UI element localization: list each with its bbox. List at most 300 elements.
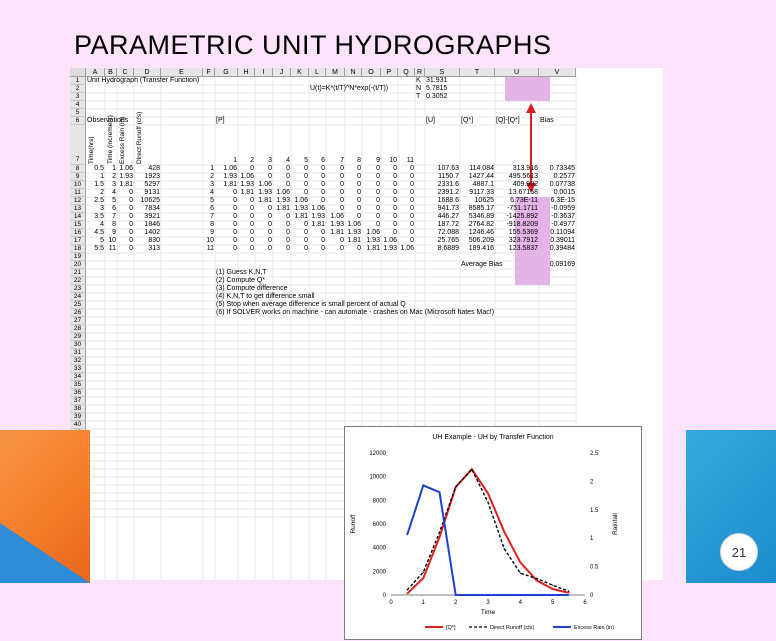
p-matrix-cell[interactable]: 0 <box>233 189 237 196</box>
result-cell[interactable]: -0.4977 <box>551 221 575 228</box>
column-header-s[interactable]: S <box>425 68 460 77</box>
result-cell[interactable]: 446.27 <box>437 213 459 220</box>
observation-cell[interactable]: 1402 <box>144 229 160 236</box>
result-cell[interactable]: 6.3E-15 <box>550 197 575 204</box>
p-matrix-cell[interactable]: 0 <box>286 181 290 188</box>
observation-cell[interactable]: 1 <box>100 173 104 180</box>
observation-cell[interactable]: 4.5 <box>94 229 104 236</box>
p-matrix-cell[interactable]: 0 <box>286 237 290 244</box>
p-matrix-cell[interactable]: 0 <box>340 189 344 196</box>
row-header-35[interactable]: 35 <box>70 381 86 389</box>
p-matrix-cell[interactable]: 0 <box>340 197 344 204</box>
result-cell[interactable]: 4887.1 <box>472 181 494 188</box>
row-header-2[interactable]: 2 <box>70 85 86 93</box>
instruction-step[interactable]: (4) K,N,T to get difference small <box>216 293 315 300</box>
p-matrix-cell[interactable]: 0 <box>410 229 414 236</box>
p-matrix-cell[interactable]: 0 <box>357 213 361 220</box>
result-cell[interactable]: 941.73 <box>437 205 459 212</box>
result-cell[interactable]: 2391.2 <box>437 189 459 196</box>
p-matrix-cell[interactable]: 1.06 <box>366 229 380 236</box>
p-matrix-cell[interactable]: 0 <box>250 237 254 244</box>
result-cell[interactable]: 323.7912 <box>508 237 538 244</box>
p-matrix-cell[interactable]: 0 <box>410 181 414 188</box>
instruction-step[interactable]: (5) Stop when average difference is small percent of actual Q <box>216 301 406 308</box>
row-header-3[interactable]: 3 <box>70 93 86 101</box>
row-header-29[interactable]: 29 <box>70 333 86 341</box>
p-column-number[interactable]: 11 <box>406 157 414 164</box>
p-matrix-cell[interactable]: 0 <box>410 197 414 204</box>
p-matrix-cell[interactable]: 1.81 <box>276 205 290 212</box>
column-header-v[interactable]: V <box>539 68 576 77</box>
param-name-cell[interactable]: K <box>416 77 421 84</box>
param-value-cell[interactable]: 31.931 <box>426 77 448 84</box>
row-header-18[interactable]: 18 <box>70 245 86 253</box>
p-matrix-cell[interactable]: 0 <box>376 213 380 220</box>
p-matrix-cell[interactable]: 0 <box>268 245 272 252</box>
column-header-f[interactable]: F <box>203 68 215 77</box>
p-matrix-cell[interactable]: 0 <box>250 213 254 220</box>
result-cell[interactable]: 0.0015 <box>553 189 575 196</box>
row-header-23[interactable]: 23 <box>70 285 86 293</box>
p-matrix-cell[interactable]: 0 <box>376 165 380 172</box>
average-bias-label[interactable]: Average Bias <box>461 261 503 268</box>
p-matrix-cell[interactable]: 0 <box>357 189 361 196</box>
instruction-step[interactable]: (6) If SOLVER works on machine - can automate - crashes on Mac (Microsoft hates Mac!) <box>216 309 495 316</box>
p-matrix-cell[interactable]: 0 <box>321 173 325 180</box>
p-matrix-cell[interactable]: 0 <box>321 181 325 188</box>
result-cell[interactable]: 25.765 <box>437 237 459 244</box>
p-matrix-cell[interactable]: 0 <box>393 205 397 212</box>
column-header-c[interactable]: C <box>117 68 134 77</box>
p-matrix-cell[interactable]: 0 <box>321 165 325 172</box>
p-matrix-cell[interactable]: 0 <box>410 173 414 180</box>
hydrograph-chart[interactable] <box>344 426 642 640</box>
p-matrix-cell[interactable]: 1.93 <box>294 205 308 212</box>
p-matrix-cell[interactable]: 1.06 <box>400 245 414 252</box>
column-header-i[interactable]: I <box>255 68 273 77</box>
observation-cell[interactable]: 9 <box>112 229 116 236</box>
p-column-number[interactable]: 1 <box>233 157 237 164</box>
p-matrix-cell[interactable]: 0 <box>393 221 397 228</box>
row-header-26[interactable]: 26 <box>70 309 86 317</box>
result-cell[interactable]: 0.73345 <box>549 165 575 172</box>
difference-label[interactable]: [Q]-[Q*] <box>496 117 520 124</box>
column-header-b[interactable]: B <box>105 68 117 77</box>
p-matrix-cell[interactable]: 0 <box>393 165 397 172</box>
instruction-step[interactable]: (3) Compute difference <box>216 285 288 292</box>
p-matrix-cell[interactable]: 0 <box>304 189 308 196</box>
observation-cell[interactable]: 1.5 <box>94 181 104 188</box>
observation-cell[interactable]: 313 <box>148 245 160 252</box>
result-cell[interactable]: 1427.44 <box>468 173 494 180</box>
p-matrix-cell[interactable]: 0 <box>410 213 414 220</box>
p-column-number[interactable]: 8 <box>357 157 361 164</box>
observation-cell[interactable]: 6 <box>112 205 116 212</box>
result-cell[interactable]: 506.209 <box>468 237 494 244</box>
p-matrix-cell[interactable]: 0 <box>250 245 254 252</box>
p-matrix-cell[interactable]: 0 <box>410 237 414 244</box>
p-matrix-cell[interactable]: 0 <box>376 189 380 196</box>
row-header-36[interactable]: 36 <box>70 389 86 397</box>
result-cell[interactable]: 0.39484 <box>549 245 575 252</box>
observation-cell[interactable]: 0 <box>129 197 133 204</box>
result-cell[interactable]: 114.084 <box>469 165 494 172</box>
p-row-index[interactable]: 3 <box>210 181 214 188</box>
title-cell[interactable]: Unit Hydrograph (Transfer Function) <box>87 77 200 84</box>
instruction-step[interactable]: (2) Compute Q* <box>216 277 266 284</box>
result-cell[interactable]: 1150.7 <box>438 173 459 180</box>
column-header-t[interactable]: T <box>460 68 495 77</box>
p-matrix-cell[interactable]: 1.81 <box>258 197 272 204</box>
result-cell[interactable]: 189.416 <box>468 245 494 252</box>
observation-cell[interactable]: 0 <box>129 229 133 236</box>
p-column-number[interactable]: 10 <box>389 157 397 164</box>
observation-cell[interactable]: 830 <box>148 237 160 244</box>
param-value-cell[interactable]: 0.3052 <box>426 93 448 100</box>
p-matrix-cell[interactable]: 0 <box>340 237 344 244</box>
p-matrix-cell[interactable]: 0 <box>393 189 397 196</box>
p-matrix-cell[interactable]: 0 <box>304 237 308 244</box>
p-matrix-cell[interactable]: 0 <box>286 245 290 252</box>
p-row-index[interactable]: 9 <box>210 229 214 236</box>
observation-cell[interactable]: 428 <box>148 165 160 172</box>
p-matrix-cell[interactable]: 0 <box>393 213 397 220</box>
row-header-17[interactable]: 17 <box>70 237 86 245</box>
p-column-number[interactable]: 7 <box>340 157 344 164</box>
spreadsheet[interactable] <box>70 68 663 631</box>
result-cell[interactable]: 6.73E-11 <box>510 197 538 204</box>
row-header-33[interactable]: 33 <box>70 365 86 373</box>
p-matrix-cell[interactable]: 0 <box>357 173 361 180</box>
p-matrix-cell[interactable]: 0 <box>410 221 414 228</box>
p-matrix-cell[interactable]: 1.93 <box>258 189 272 196</box>
observations-label[interactable]: Observations <box>87 117 129 124</box>
observation-cell[interactable]: 4 <box>100 221 104 228</box>
observation-cell[interactable]: 10 <box>108 237 116 244</box>
observation-cell[interactable]: 5 <box>112 197 116 204</box>
result-cell[interactable]: 8585.17 <box>468 205 494 212</box>
row-header-31[interactable]: 31 <box>70 349 86 357</box>
p-matrix-cell[interactable]: 1.06 <box>276 189 290 196</box>
observation-cell[interactable]: 7 <box>112 213 116 220</box>
p-row-index[interactable]: 5 <box>210 197 214 204</box>
result-cell[interactable]: 313.916 <box>512 165 538 172</box>
average-bias-value[interactable]: 0.09169 <box>549 261 575 268</box>
result-cell[interactable]: 107.63 <box>437 165 459 172</box>
p-matrix-cell[interactable]: 0 <box>410 165 414 172</box>
column-header-d[interactable]: D <box>134 68 161 77</box>
p-matrix-cell[interactable]: 1.93 <box>311 213 325 220</box>
p-matrix-cell[interactable]: 1.81 <box>294 213 308 220</box>
column-header-k[interactable]: K <box>291 68 309 77</box>
p-matrix-cell[interactable]: 1.06 <box>311 205 325 212</box>
p-matrix-label[interactable]: [P] <box>216 117 225 124</box>
observation-cell[interactable]: 0 <box>129 221 133 228</box>
p-matrix-cell[interactable]: 0 <box>268 165 272 172</box>
observation-cell[interactable]: 0 <box>129 245 133 252</box>
row-header-19[interactable]: 19 <box>70 253 86 261</box>
bias-label[interactable]: Bias <box>540 117 554 124</box>
column-header-l[interactable]: L <box>309 68 326 77</box>
p-matrix-cell[interactable]: 1.06 <box>294 197 308 204</box>
p-row-index[interactable]: 2 <box>210 173 214 180</box>
p-matrix-cell[interactable]: 1.93 <box>276 197 290 204</box>
p-matrix-cell[interactable]: 1.93 <box>240 181 254 188</box>
p-matrix-cell[interactable]: 1.93 <box>330 221 344 228</box>
p-matrix-cell[interactable]: 0 <box>233 197 237 204</box>
p-matrix-cell[interactable]: 1.93 <box>347 229 361 236</box>
result-cell[interactable]: 0.07738 <box>549 181 575 188</box>
row-header-38[interactable]: 38 <box>70 405 86 413</box>
p-matrix-cell[interactable]: 0 <box>340 181 344 188</box>
p-matrix-cell[interactable]: 0 <box>357 245 361 252</box>
result-cell[interactable]: 9117.33 <box>469 189 494 196</box>
row-header-6[interactable]: 6 <box>70 117 86 125</box>
column-header-j[interactable]: J <box>273 68 291 77</box>
p-matrix-cell[interactable]: 1.81 <box>366 245 380 252</box>
observation-cell[interactable]: 2 <box>112 173 116 180</box>
p-matrix-cell[interactable]: 0 <box>340 165 344 172</box>
p-matrix-cell[interactable]: 0 <box>393 173 397 180</box>
result-cell[interactable]: 1246.46 <box>468 229 494 236</box>
p-matrix-cell[interactable]: 0 <box>321 237 325 244</box>
p-matrix-cell[interactable]: 0 <box>250 205 254 212</box>
p-matrix-cell[interactable]: 0 <box>304 229 308 236</box>
row-header-20[interactable]: 20 <box>70 261 86 269</box>
observation-cell[interactable]: 11 <box>108 245 116 252</box>
p-column-number[interactable]: 6 <box>321 157 325 164</box>
p-matrix-cell[interactable]: 1.06 <box>223 165 237 172</box>
p-matrix-cell[interactable]: 1.81 <box>330 229 344 236</box>
observation-cell[interactable]: 3921 <box>144 213 160 220</box>
p-row-index[interactable]: 6 <box>210 205 214 212</box>
formula-cell[interactable]: U(t)=K*(t/T)^N*exp(-(t/T)) <box>310 85 389 92</box>
p-matrix-cell[interactable]: 1.06 <box>258 181 272 188</box>
result-cell[interactable]: -751.1711 <box>506 205 538 212</box>
row-header-22[interactable]: 22 <box>70 277 86 285</box>
u-column-label[interactable]: [U] <box>426 117 435 124</box>
p-matrix-cell[interactable]: 0 <box>233 245 237 252</box>
result-cell[interactable]: -0.0959 <box>551 205 575 212</box>
row-header-37[interactable]: 37 <box>70 397 86 405</box>
observation-cell[interactable]: 2 <box>100 189 104 196</box>
param-name-cell[interactable]: N <box>416 85 422 92</box>
p-matrix-cell[interactable]: 0 <box>268 229 272 236</box>
row-header-15[interactable]: 15 <box>70 221 86 229</box>
p-column-number[interactable]: 3 <box>268 157 272 164</box>
column-header-e[interactable]: E <box>161 68 203 77</box>
column-header-a[interactable]: A <box>86 68 105 77</box>
p-matrix-cell[interactable]: 0 <box>357 181 361 188</box>
result-cell[interactable]: 1688.6 <box>437 197 459 204</box>
row-header-11[interactable]: 11 <box>70 189 86 197</box>
observation-cell[interactable]: 0 <box>129 237 133 244</box>
p-column-number[interactable]: 5 <box>304 157 308 164</box>
p-matrix-cell[interactable]: 1.81 <box>240 189 254 196</box>
p-matrix-cell[interactable]: 1.93 <box>366 237 380 244</box>
result-cell[interactable]: 187.72 <box>437 221 459 228</box>
p-matrix-cell[interactable]: 0 <box>376 221 380 228</box>
p-matrix-cell[interactable]: 0 <box>321 197 325 204</box>
p-matrix-cell[interactable]: 0 <box>250 165 254 172</box>
param-value-cell[interactable]: 5.7815 <box>426 85 448 92</box>
observation-cell[interactable]: 3 <box>100 205 104 212</box>
result-cell[interactable]: 0.39011 <box>550 237 575 244</box>
p-matrix-cell[interactable]: 0 <box>357 165 361 172</box>
p-matrix-cell[interactable]: 1.81 <box>311 221 325 228</box>
p-matrix-cell[interactable]: 0 <box>376 173 380 180</box>
row-header-28[interactable]: 28 <box>70 325 86 333</box>
p-matrix-cell[interactable]: 0 <box>250 197 254 204</box>
column-header-r[interactable]: R <box>415 68 425 77</box>
result-cell[interactable]: -1425.892 <box>506 213 538 220</box>
observation-cell[interactable]: 0 <box>129 213 133 220</box>
row-header-9[interactable]: 9 <box>70 173 86 181</box>
row-header-27[interactable]: 27 <box>70 317 86 325</box>
observation-cell[interactable]: 5 <box>100 237 104 244</box>
p-matrix-cell[interactable]: 0 <box>268 173 272 180</box>
p-column-number[interactable]: 9 <box>376 157 380 164</box>
row-header-24[interactable]: 24 <box>70 293 86 301</box>
result-cell[interactable]: 123.5837 <box>508 245 538 252</box>
p-matrix-cell[interactable]: 0 <box>268 221 272 228</box>
p-row-index[interactable]: 8 <box>210 221 214 228</box>
p-matrix-cell[interactable]: 1.93 <box>383 245 397 252</box>
p-column-number[interactable]: 2 <box>250 157 254 164</box>
row-header-40[interactable]: 40 <box>70 421 86 429</box>
p-matrix-cell[interactable]: 0 <box>286 213 290 220</box>
p-row-index[interactable]: 1 <box>210 165 214 172</box>
p-matrix-cell[interactable]: 1.06 <box>383 237 397 244</box>
column-header-p[interactable]: P <box>381 68 398 77</box>
p-row-index[interactable]: 11 <box>206 245 214 252</box>
observation-cell[interactable]: 9131 <box>144 189 160 196</box>
p-matrix-cell[interactable]: 0 <box>410 205 414 212</box>
result-cell[interactable]: -0.3637 <box>551 213 575 220</box>
result-cell[interactable]: 2764.82 <box>468 221 494 228</box>
instruction-step[interactable]: (1) Guess K,N,T <box>216 269 267 276</box>
row-header-8[interactable]: 8 <box>70 165 86 173</box>
observation-cell[interactable]: 1923 <box>144 173 160 180</box>
column-header-u[interactable]: U <box>495 68 539 77</box>
observation-cell[interactable]: 8 <box>112 221 116 228</box>
result-cell[interactable]: 155.5369 <box>508 229 538 236</box>
p-matrix-cell[interactable]: 0 <box>321 189 325 196</box>
row-header-34[interactable]: 34 <box>70 373 86 381</box>
p-matrix-cell[interactable]: 1.06 <box>240 173 254 180</box>
row-header-30[interactable]: 30 <box>70 341 86 349</box>
row-header-4[interactable]: 4 <box>70 101 86 109</box>
p-matrix-cell[interactable]: 0 <box>376 197 380 204</box>
p-matrix-cell[interactable]: 0 <box>286 229 290 236</box>
result-cell[interactable]: 495.5613 <box>508 173 538 180</box>
result-cell[interactable]: 10625 <box>474 197 494 204</box>
p-matrix-cell[interactable]: 0 <box>340 245 344 252</box>
p-matrix-cell[interactable]: 1.81 <box>223 181 237 188</box>
observation-cell[interactable]: 1 <box>112 165 116 172</box>
p-matrix-cell[interactable]: 0 <box>357 205 361 212</box>
observation-cell[interactable]: 5.5 <box>94 245 104 252</box>
p-matrix-cell[interactable]: 0 <box>410 189 414 196</box>
p-matrix-cell[interactable]: 0 <box>393 197 397 204</box>
observation-cell[interactable]: 1.81 <box>119 181 133 188</box>
row-header-14[interactable]: 14 <box>70 213 86 221</box>
p-matrix-cell[interactable]: 0 <box>286 165 290 172</box>
p-matrix-cell[interactable]: 0 <box>304 173 308 180</box>
observation-cell[interactable]: 2.5 <box>94 197 104 204</box>
p-matrix-cell[interactable]: 1.06 <box>330 213 344 220</box>
result-cell[interactable]: 0.2577 <box>553 173 575 180</box>
observation-cell[interactable]: 10625 <box>140 197 160 204</box>
p-row-index[interactable]: 7 <box>210 213 214 220</box>
column-header-n[interactable]: N <box>345 68 362 77</box>
result-cell[interactable]: 13.67158 <box>508 189 538 196</box>
observation-cell[interactable]: 7834 <box>144 205 160 212</box>
observation-cell[interactable]: 1846 <box>144 221 160 228</box>
p-matrix-cell[interactable]: 0 <box>250 221 254 228</box>
p-matrix-cell[interactable]: 0 <box>233 221 237 228</box>
p-row-index[interactable]: 4 <box>210 189 214 196</box>
p-matrix-cell[interactable]: 0 <box>376 205 380 212</box>
result-cell[interactable]: 72.088 <box>437 229 459 236</box>
observation-cell[interactable]: 3.5 <box>94 213 104 220</box>
column-header-h[interactable]: H <box>238 68 255 77</box>
result-cell[interactable]: 0.11094 <box>550 229 575 236</box>
row-header-25[interactable]: 25 <box>70 301 86 309</box>
row-header-12[interactable]: 12 <box>70 197 86 205</box>
result-cell[interactable]: 2331.6 <box>437 181 459 188</box>
p-matrix-cell[interactable]: 0 <box>233 229 237 236</box>
q-star-label[interactable]: [Q*] <box>461 117 474 124</box>
observation-cell[interactable]: 1.06 <box>119 165 133 172</box>
p-matrix-cell[interactable]: 0 <box>250 229 254 236</box>
p-matrix-cell[interactable]: 0 <box>233 213 237 220</box>
p-matrix-cell[interactable]: 1.81 <box>347 237 361 244</box>
p-matrix-cell[interactable]: 0 <box>268 237 272 244</box>
p-row-index[interactable]: 10 <box>206 237 214 244</box>
row-header-13[interactable]: 13 <box>70 205 86 213</box>
observation-cell[interactable]: 4 <box>112 189 116 196</box>
p-matrix-cell[interactable]: 0 <box>233 237 237 244</box>
row-header-1[interactable]: 1 <box>70 77 86 85</box>
param-name-cell[interactable]: T <box>416 93 421 100</box>
p-matrix-cell[interactable]: 0 <box>304 221 308 228</box>
result-cell[interactable]: -918.8209 <box>506 221 538 228</box>
row-header-39[interactable]: 39 <box>70 413 86 421</box>
row-header-10[interactable]: 10 <box>70 181 86 189</box>
column-header-m[interactable]: M <box>326 68 345 77</box>
observation-cell[interactable]: 0.5 <box>94 165 104 172</box>
row-header-32[interactable]: 32 <box>70 357 86 365</box>
row-header-7[interactable]: 7 <box>70 125 86 165</box>
p-matrix-cell[interactable]: 0 <box>340 173 344 180</box>
p-matrix-cell[interactable]: 0 <box>321 229 325 236</box>
p-matrix-cell[interactable]: 0 <box>393 181 397 188</box>
p-matrix-cell[interactable]: 0 <box>357 197 361 204</box>
observation-cell[interactable]: 0 <box>129 189 133 196</box>
p-matrix-cell[interactable]: 0 <box>304 245 308 252</box>
p-matrix-cell[interactable]: 1.06 <box>347 221 361 228</box>
p-matrix-cell[interactable]: 0 <box>268 213 272 220</box>
observation-cell[interactable]: 1.93 <box>119 173 133 180</box>
p-matrix-cell[interactable]: 0 <box>286 221 290 228</box>
p-matrix-cell[interactable]: 1.93 <box>223 173 237 180</box>
row-header-5[interactable]: 5 <box>70 109 86 117</box>
p-column-number[interactable]: 4 <box>286 157 290 164</box>
row-header-21[interactable]: 21 <box>70 269 86 277</box>
result-cell[interactable]: 8.6889 <box>437 245 459 252</box>
p-matrix-cell[interactable]: 0 <box>233 205 237 212</box>
